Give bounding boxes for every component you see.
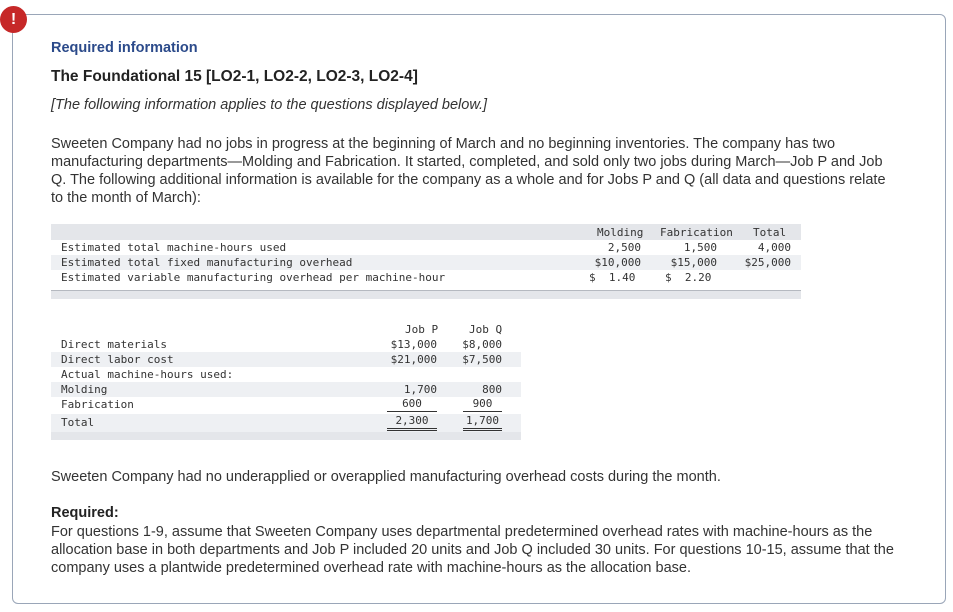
col-header-job-q: Job Q bbox=[469, 323, 503, 336]
cell-value: $21,000 bbox=[390, 353, 437, 366]
row-label: Total bbox=[61, 416, 95, 429]
required-information-label: Required information bbox=[51, 40, 198, 56]
cell-value: 2,300 bbox=[387, 414, 437, 431]
cell-value: $10,000 bbox=[594, 256, 641, 269]
row-label: Fabrication bbox=[61, 398, 134, 411]
row-label: Direct materials bbox=[61, 338, 167, 351]
job-costs-table bbox=[51, 322, 521, 447]
cell-value: 600 bbox=[387, 397, 437, 412]
problem-title: The Foundational 15 [LO2-1, LO2-2, LO2-3, LO2-4] bbox=[51, 68, 418, 85]
cell-value: $8,000 bbox=[462, 338, 502, 351]
cell-value: 4,000 bbox=[757, 241, 791, 254]
row-label: Actual machine-hours used: bbox=[61, 368, 234, 381]
row-label: Estimated variable manufacturing overhead per machine-hour bbox=[61, 271, 446, 284]
applies-note: [The following information applies to the questions displayed below.] bbox=[51, 97, 488, 113]
row-label: Direct labor cost bbox=[61, 353, 174, 366]
cell-value: $7,500 bbox=[462, 353, 502, 366]
row-label: Estimated total machine-hours used bbox=[61, 241, 287, 254]
cell-value: $ 1.40 bbox=[589, 271, 636, 284]
col-header-job-p: Job P bbox=[405, 323, 439, 336]
row-label: Estimated total fixed manufacturing overhead bbox=[61, 256, 353, 269]
row-label: Molding bbox=[61, 383, 108, 396]
required-text: For questions 1-9, assume that Sweeten Company uses departmental predetermined overhead rates with machine-hours as the allocation base in both departments and Job P included 20 units and Job Q included 30 units. For questions 10-15, assume that the company uses a plantwide predetermined overhead rate with machine-hours as the allocation base. bbox=[51, 524, 894, 576]
cell-value: 1,700 bbox=[463, 414, 502, 431]
cell-value: $15,000 bbox=[670, 256, 717, 269]
cell-value: $ 2.20 bbox=[665, 271, 712, 284]
cell-value: 800 bbox=[482, 383, 502, 396]
required-heading: Required: bbox=[51, 505, 119, 521]
cell-value: 1,500 bbox=[683, 241, 717, 254]
cell-value: $25,000 bbox=[744, 256, 791, 269]
cell-value: 2,500 bbox=[607, 241, 641, 254]
cell-value: 1,700 bbox=[403, 383, 437, 396]
department-estimates-table bbox=[51, 224, 801, 299]
intro-paragraph: Sweeten Company had no jobs in progress at the beginning of March and no beginning inventories. The company has two manufacturing departments—Molding and Fabrication. It started, completed, and sold only two jobs during March—Job P and Job Q. The following additional information is available for the company as a whole and for Jobs P and Q (all data and questions relate to the month of March): bbox=[51, 136, 886, 206]
overhead-note: Sweeten Company had no underapplied or overapplied manufacturing overhead costs during the month. bbox=[51, 469, 721, 485]
alert-icon: ! bbox=[0, 6, 27, 33]
col-header-fabrication: Fabrication bbox=[660, 226, 733, 239]
cell-value: 900 bbox=[463, 397, 502, 412]
col-header-molding: Molding bbox=[597, 226, 644, 239]
table-footer-band bbox=[51, 290, 801, 299]
col-header-total: Total bbox=[753, 226, 787, 239]
cell-value: $13,000 bbox=[390, 338, 437, 351]
